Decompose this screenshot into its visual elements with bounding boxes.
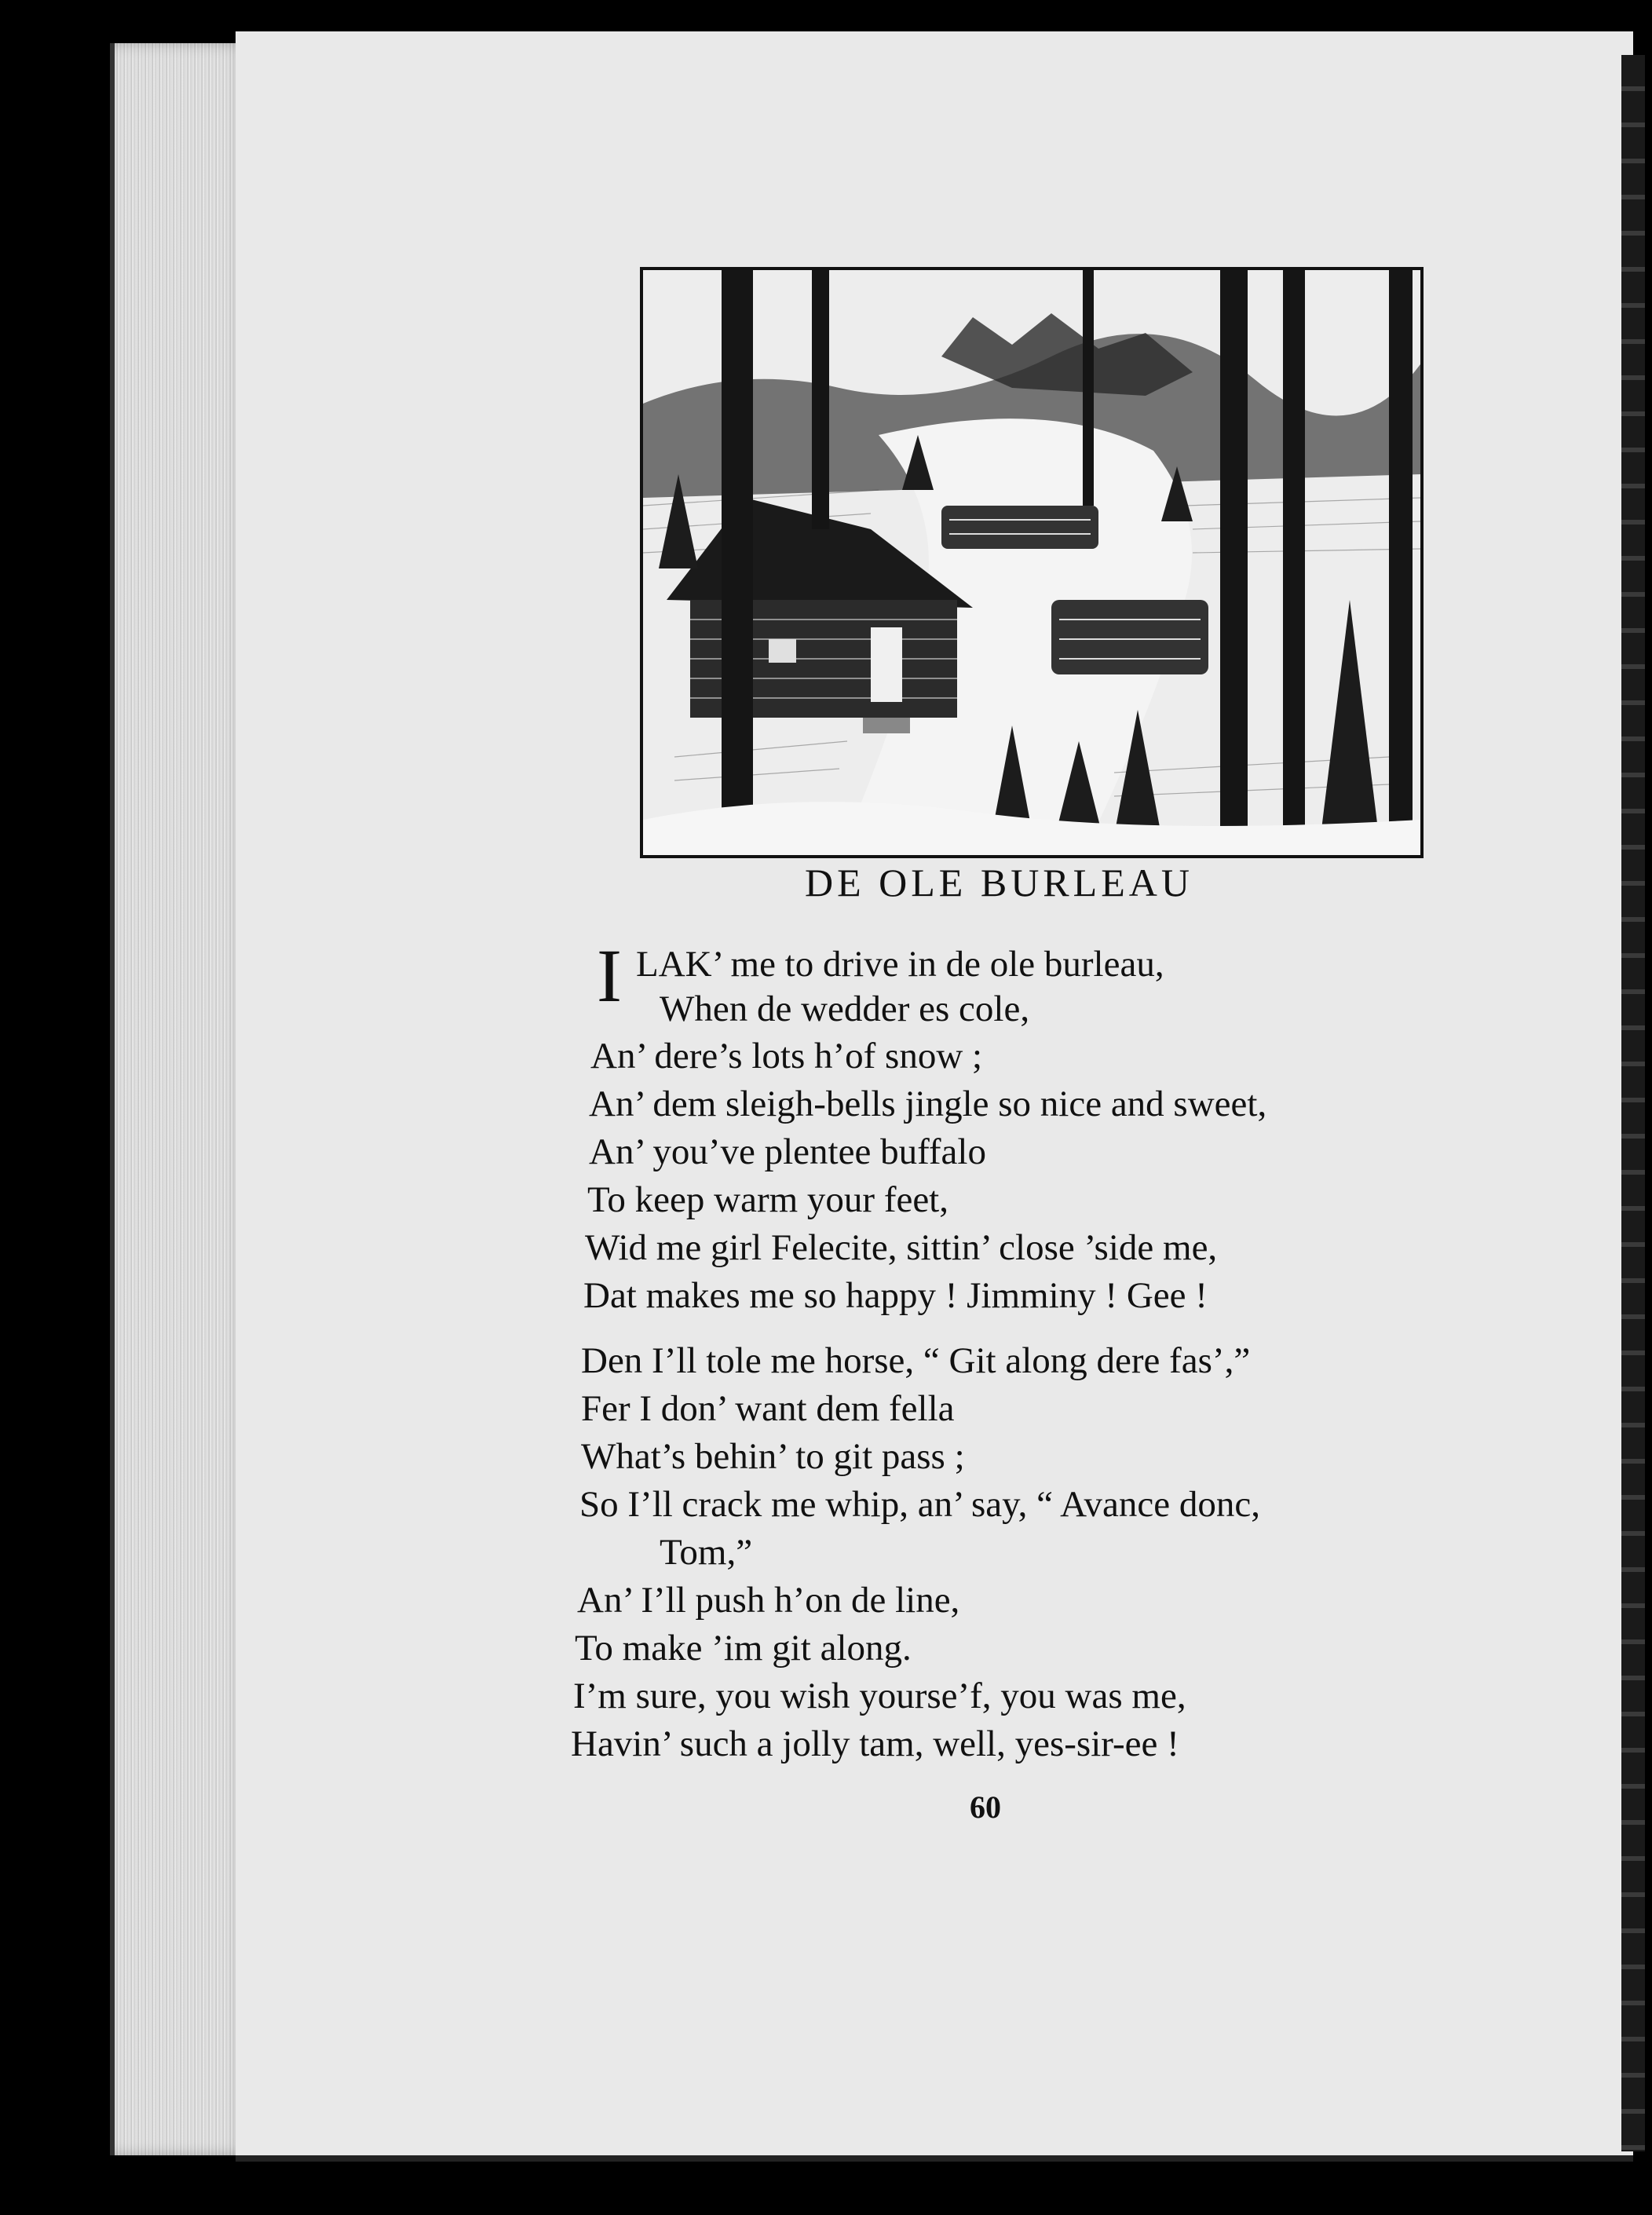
book-page-edges — [110, 43, 248, 2155]
poem-line: Fer I don’ want dem fella — [581, 1388, 955, 1429]
poem-line: Wid me girl Felecite, sittin’ close ’side me, — [585, 1227, 1218, 1268]
poem-line: LAK’ me to drive in de ole burleau, — [636, 944, 1164, 985]
drop-cap: I — [597, 934, 622, 1018]
page-right-edge — [1621, 55, 1645, 2151]
poem-line: Den I’ll tole me horse, “ Git along dere fas’,” — [581, 1340, 1251, 1381]
poem-line: An’ I’ll push h’on de line, — [577, 1580, 960, 1621]
poem-line: An’ dere’s lots h’of snow ; — [590, 1036, 983, 1076]
poem-line: Tom,” — [660, 1532, 753, 1573]
poem-line: What’s behin’ to git pass ; — [581, 1436, 965, 1477]
page-number: 60 — [970, 1789, 1001, 1825]
poem-line: To keep warm your feet, — [587, 1179, 948, 1220]
poem-line: I’m sure, you wish yourse’f, you was me, — [573, 1676, 1186, 1716]
poem-line: To make ’im git along. — [575, 1628, 912, 1669]
poem-line: So I’ll crack me whip, an’ say, “ Avance donc, — [579, 1484, 1260, 1525]
winter-cabin-illustration — [640, 267, 1424, 858]
poem-line: An’ you’ve plentee buffalo — [589, 1131, 986, 1172]
poem-title: DE OLE BURLEAU — [805, 861, 1193, 905]
poem-line: Dat makes me so happy ! Jimminy ! Gee ! — [583, 1275, 1208, 1316]
poem-line: An’ dem sleigh-bells jingle so nice and sweet, — [589, 1084, 1267, 1124]
poem-line: When de wedder es cole, — [660, 989, 1030, 1029]
poem-line: Havin’ such a jolly tam, well, yes-sir-ee ! — [571, 1723, 1179, 1764]
